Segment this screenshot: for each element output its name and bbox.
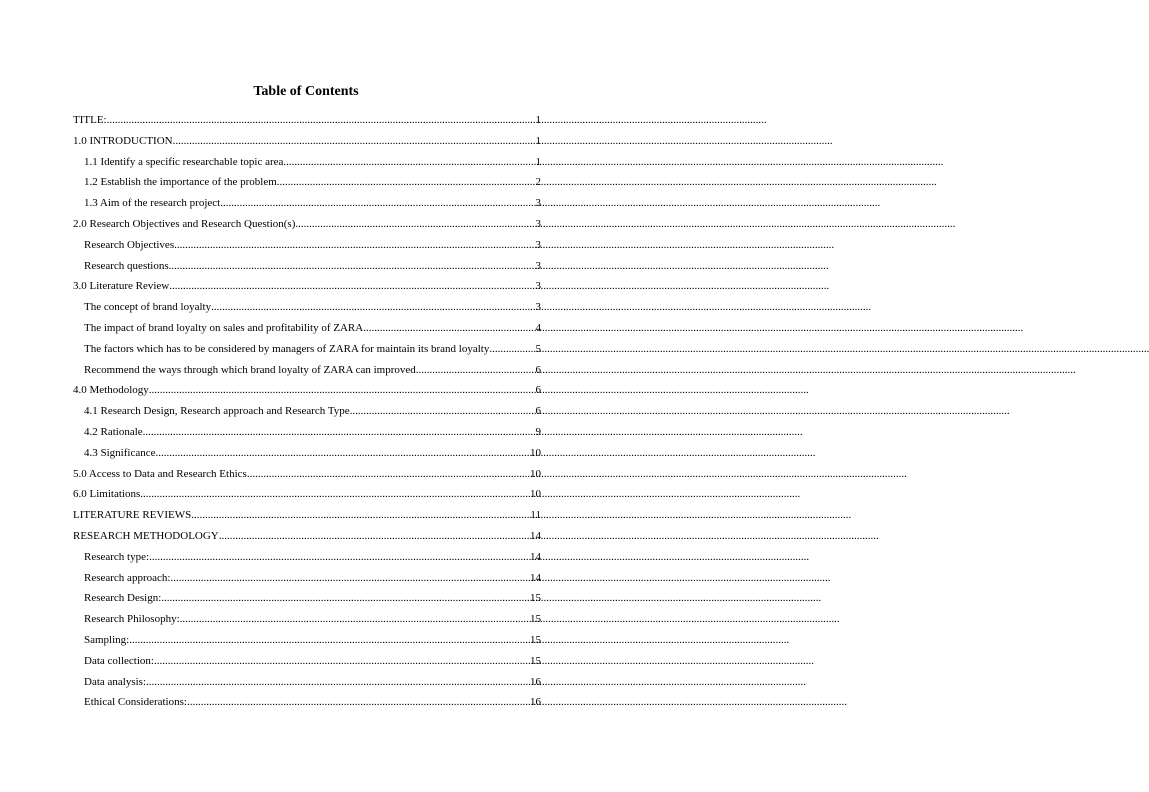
toc-entry-text: 3.0 Literature Review: [73, 280, 170, 293]
toc-entry-text: 6.0 Limitations: [73, 488, 141, 501]
toc-entry-text: Data analysis:: [84, 675, 147, 688]
toc-entry[interactable]: [73, 404, 541, 425]
toc-page-number: 15: [530, 592, 541, 605]
toc-page-number: 15: [530, 633, 541, 646]
toc-entry-text: 4.0 Methodology: [73, 384, 149, 397]
toc-page-number: 10: [530, 488, 541, 501]
toc-entry-text: Sampling:: [84, 633, 130, 646]
toc-page-number: 14: [530, 529, 541, 542]
toc-entry-text: LITERATURE REVIEWS: [73, 509, 192, 522]
toc-dot-leader: [161, 591, 530, 605]
toc-dot-leader: [149, 550, 530, 564]
toc-entry[interactable]: [73, 467, 541, 488]
toc-page-number: 10: [530, 446, 541, 459]
toc-page-number: 2: [535, 176, 541, 189]
toc-page-number: 10: [530, 467, 541, 480]
toc-entry[interactable]: [73, 134, 541, 155]
toc-dot-leader: [191, 508, 530, 522]
toc-page-number: 6: [535, 384, 541, 397]
toc-dot-leader: [295, 217, 535, 231]
toc-page-number: 6: [535, 405, 541, 418]
toc-page-number: 16: [530, 675, 541, 688]
toc-entry[interactable]: [73, 363, 541, 384]
toc-entry-text: Research Objectives: [84, 238, 175, 251]
toc-entry[interactable]: [73, 633, 541, 654]
toc-dot-leader: [154, 654, 530, 668]
toc-entry-text: Recommend the ways through which brand loyalty of ZARA can improved: [84, 363, 416, 376]
toc-entry-text: Research questions: [84, 259, 169, 272]
toc-entry[interactable]: [73, 425, 541, 446]
toc-entry-text: 4.2 Rationale: [84, 425, 143, 438]
toc-entry-text: The factors which has to be considered by managers of ZARA for maintain its brand loyalty: [84, 342, 490, 355]
toc-list: [73, 113, 541, 716]
toc-entry[interactable]: [73, 550, 541, 571]
toc-entry[interactable]: [73, 654, 541, 675]
toc-entry-text: The concept of brand loyalty: [84, 301, 212, 314]
toc-dot-leader: [173, 134, 536, 148]
toc-entry[interactable]: [73, 612, 541, 633]
toc-page-number: 3: [535, 217, 541, 230]
toc-entry[interactable]: [73, 695, 541, 716]
toc-entry-text: Research Design:: [84, 592, 162, 605]
toc-entry-text: 1.1 Identify a specific researchable topic area: [84, 155, 284, 168]
toc-dot-leader: [170, 571, 530, 585]
toc-entry[interactable]: [73, 675, 541, 696]
toc-entry[interactable]: [73, 259, 541, 280]
toc-dot-leader: [149, 383, 536, 397]
toc-page-number: 9: [535, 425, 541, 438]
toc-entry[interactable]: [73, 487, 541, 508]
toc-entry-text: 1.2 Establish the importance of the problem: [84, 176, 277, 189]
toc-dot-leader: [140, 487, 530, 501]
toc-dot-leader: [107, 113, 536, 127]
toc-entry-text: 5.0 Access to Data and Research Ethics: [73, 467, 247, 480]
toc-dot-leader: [489, 342, 535, 356]
toc-dot-leader: [247, 467, 530, 481]
toc-dot-leader: [146, 675, 530, 689]
toc-page-number: 3: [535, 259, 541, 272]
toc-entry[interactable]: [73, 342, 541, 363]
toc-dot-leader: [187, 695, 530, 709]
toc-entry-text: 4.3 Significance: [84, 446, 156, 459]
toc-entry[interactable]: [73, 571, 541, 592]
toc-entry[interactable]: [73, 383, 541, 404]
toc-entry[interactable]: [73, 113, 541, 134]
toc-page-number: 1: [535, 114, 541, 126]
toc-page-number: 6: [535, 363, 541, 376]
toc-dot-leader: [219, 529, 530, 543]
toc-entry[interactable]: [73, 508, 541, 529]
toc-page-number: 5: [535, 342, 541, 355]
toc-entry-text: Research approach:: [84, 571, 171, 584]
toc-dot-leader: [143, 425, 536, 439]
toc-entry-text: Research type:: [84, 550, 150, 563]
toc-entry-text: Ethical Considerations:: [84, 696, 187, 709]
toc-page-number: 1: [535, 155, 541, 168]
toc-dot-leader: [180, 612, 530, 626]
toc-dot-leader: [169, 279, 535, 293]
toc-page-number: 3: [535, 197, 541, 210]
toc-page-number: 14: [530, 571, 541, 584]
toc-dot-leader: [169, 259, 536, 273]
toc-entry-text: Research Philosophy:: [84, 613, 180, 626]
toc-entry[interactable]: [73, 529, 541, 550]
toc-entry-text: 4.1 Research Design, Research approach and Research Type: [84, 405, 350, 418]
toc-page-number: 11: [530, 509, 541, 522]
toc-entry[interactable]: [73, 446, 541, 467]
toc-entry-text: TITLE:: [73, 114, 107, 126]
toc-page-number: 4: [535, 321, 541, 334]
toc-entry[interactable]: [73, 591, 541, 612]
toc-entry-text: 2.0 Research Objectives and Research Question(s): [73, 217, 296, 230]
toc-page-number: 3: [535, 280, 541, 293]
toc-entry-text: RESEARCH METHODOLOGY: [73, 529, 219, 542]
toc-title: Table of Contents: [253, 84, 359, 99]
toc-entry[interactable]: [73, 196, 541, 217]
toc-entry-text: Data collection:: [84, 654, 154, 667]
toc-dot-leader: [416, 363, 536, 377]
toc-dot-leader: [363, 321, 535, 335]
toc-dot-leader: [211, 300, 535, 314]
toc-dot-leader: [283, 155, 535, 169]
toc-entry[interactable]: [73, 175, 541, 196]
toc-dot-leader: [350, 404, 536, 418]
toc-dot-leader: [277, 175, 536, 189]
toc-entry[interactable]: [73, 300, 541, 321]
toc-dot-leader: [155, 446, 530, 460]
toc-entry[interactable]: [73, 321, 541, 342]
toc-dot-leader: [129, 633, 530, 647]
toc-page-number: 15: [530, 654, 541, 667]
toc-entry-text: The impact of brand loyalty on sales and profitability of ZARA: [84, 321, 364, 334]
toc-page-number: 3: [535, 238, 541, 251]
toc-entry-text: 1.0 INTRODUCTION: [73, 134, 173, 147]
toc-dot-leader: [220, 196, 535, 210]
toc-entry-text: 1.3 Aim of the research project: [84, 197, 221, 210]
toc-page-number: 3: [535, 301, 541, 314]
toc-page-number: 14: [530, 550, 541, 563]
toc-page-number: 15: [530, 613, 541, 626]
toc-page-number: 1: [535, 134, 541, 147]
toc-dot-leader: [174, 238, 535, 252]
toc-page-number: 16: [530, 696, 541, 709]
toc-entry[interactable]: [73, 238, 541, 259]
toc-entry[interactable]: [73, 155, 541, 176]
toc-entry[interactable]: [73, 279, 541, 300]
toc-entry[interactable]: [73, 217, 541, 238]
